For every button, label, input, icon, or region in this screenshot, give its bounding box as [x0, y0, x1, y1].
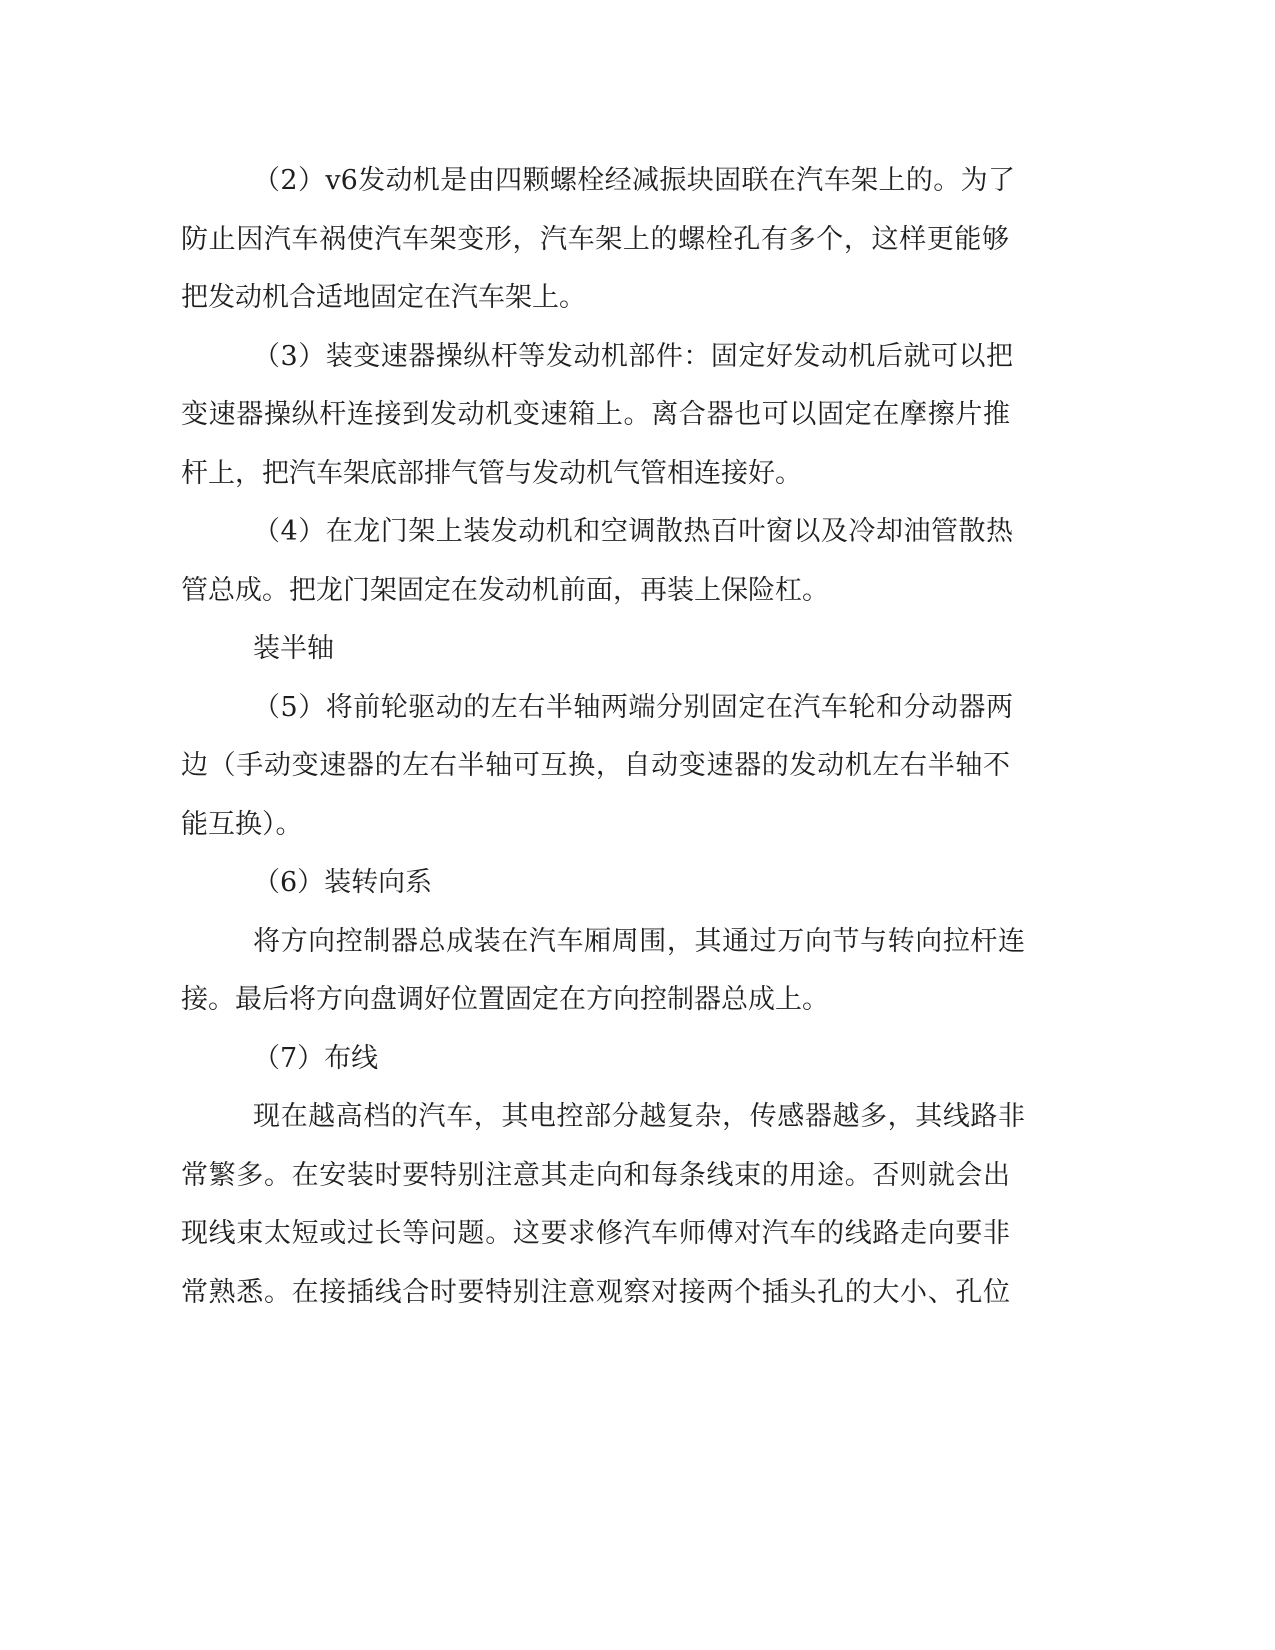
text-line: 常熟悉。在接插线合时要特别注意观察对接两个插头孔的大小、孔位: [181, 1277, 1010, 1308]
section-heading: 装半轴: [253, 633, 334, 664]
text-line: 杆上，把汽车架底部排气管与发动机气管相连接好。: [181, 458, 802, 489]
text-line: 变速器操纵杆连接到发动机变速箱上。离合器也可以固定在摩擦片推: [181, 399, 1010, 430]
text-line: 防止因汽车祸使汽车架变形，汽车架上的螺栓孔有多个，这样更能够: [181, 224, 1009, 255]
text-line: 能互换）。: [181, 809, 303, 840]
text-line: （2）v6发动机是由四颗螺栓经减振块固联在汽车架上的。为了: [253, 165, 1015, 196]
text-line: 边（手动变速器的左右半轴可互换，自动变速器的发动机左右半轴不: [181, 750, 1010, 781]
text-line: 接。最后将方向盘调好位置固定在方向控制器总成上。: [181, 984, 829, 1015]
text-line: （5）将前轮驱动的左右半轴两端分别固定在汽车轮和分动器两: [253, 692, 1013, 723]
text-line: 现线束太短或过长等问题。这要求修汽车师傅对汽车的线路走向要非: [181, 1218, 1010, 1249]
text-line: 管总成。把龙门架固定在发动机前面，再装上保险杠。: [181, 575, 829, 606]
text-line: 将方向控制器总成装在汽车厢周围，其通过万向节与转向拉杆连: [253, 926, 1025, 957]
section-heading: （6）装转向系: [253, 867, 433, 898]
text-line: （4）在龙门架上装发动机和空调散热百叶窗以及冷却油管散热: [253, 516, 1013, 547]
text-line: 现在越高档的汽车，其电控部分越复杂，传感器越多，其线路非: [253, 1101, 1025, 1132]
text-line: 常繁多。在安装时要特别注意其走向和每条线束的用途。否则就会出: [181, 1160, 1010, 1191]
text-line: 把发动机合适地固定在汽车架上。: [181, 282, 586, 313]
text-line: （3）装变速器操纵杆等发动机部件：固定好发动机后就可以把: [253, 341, 1013, 372]
section-heading: （7）布线: [253, 1043, 379, 1074]
